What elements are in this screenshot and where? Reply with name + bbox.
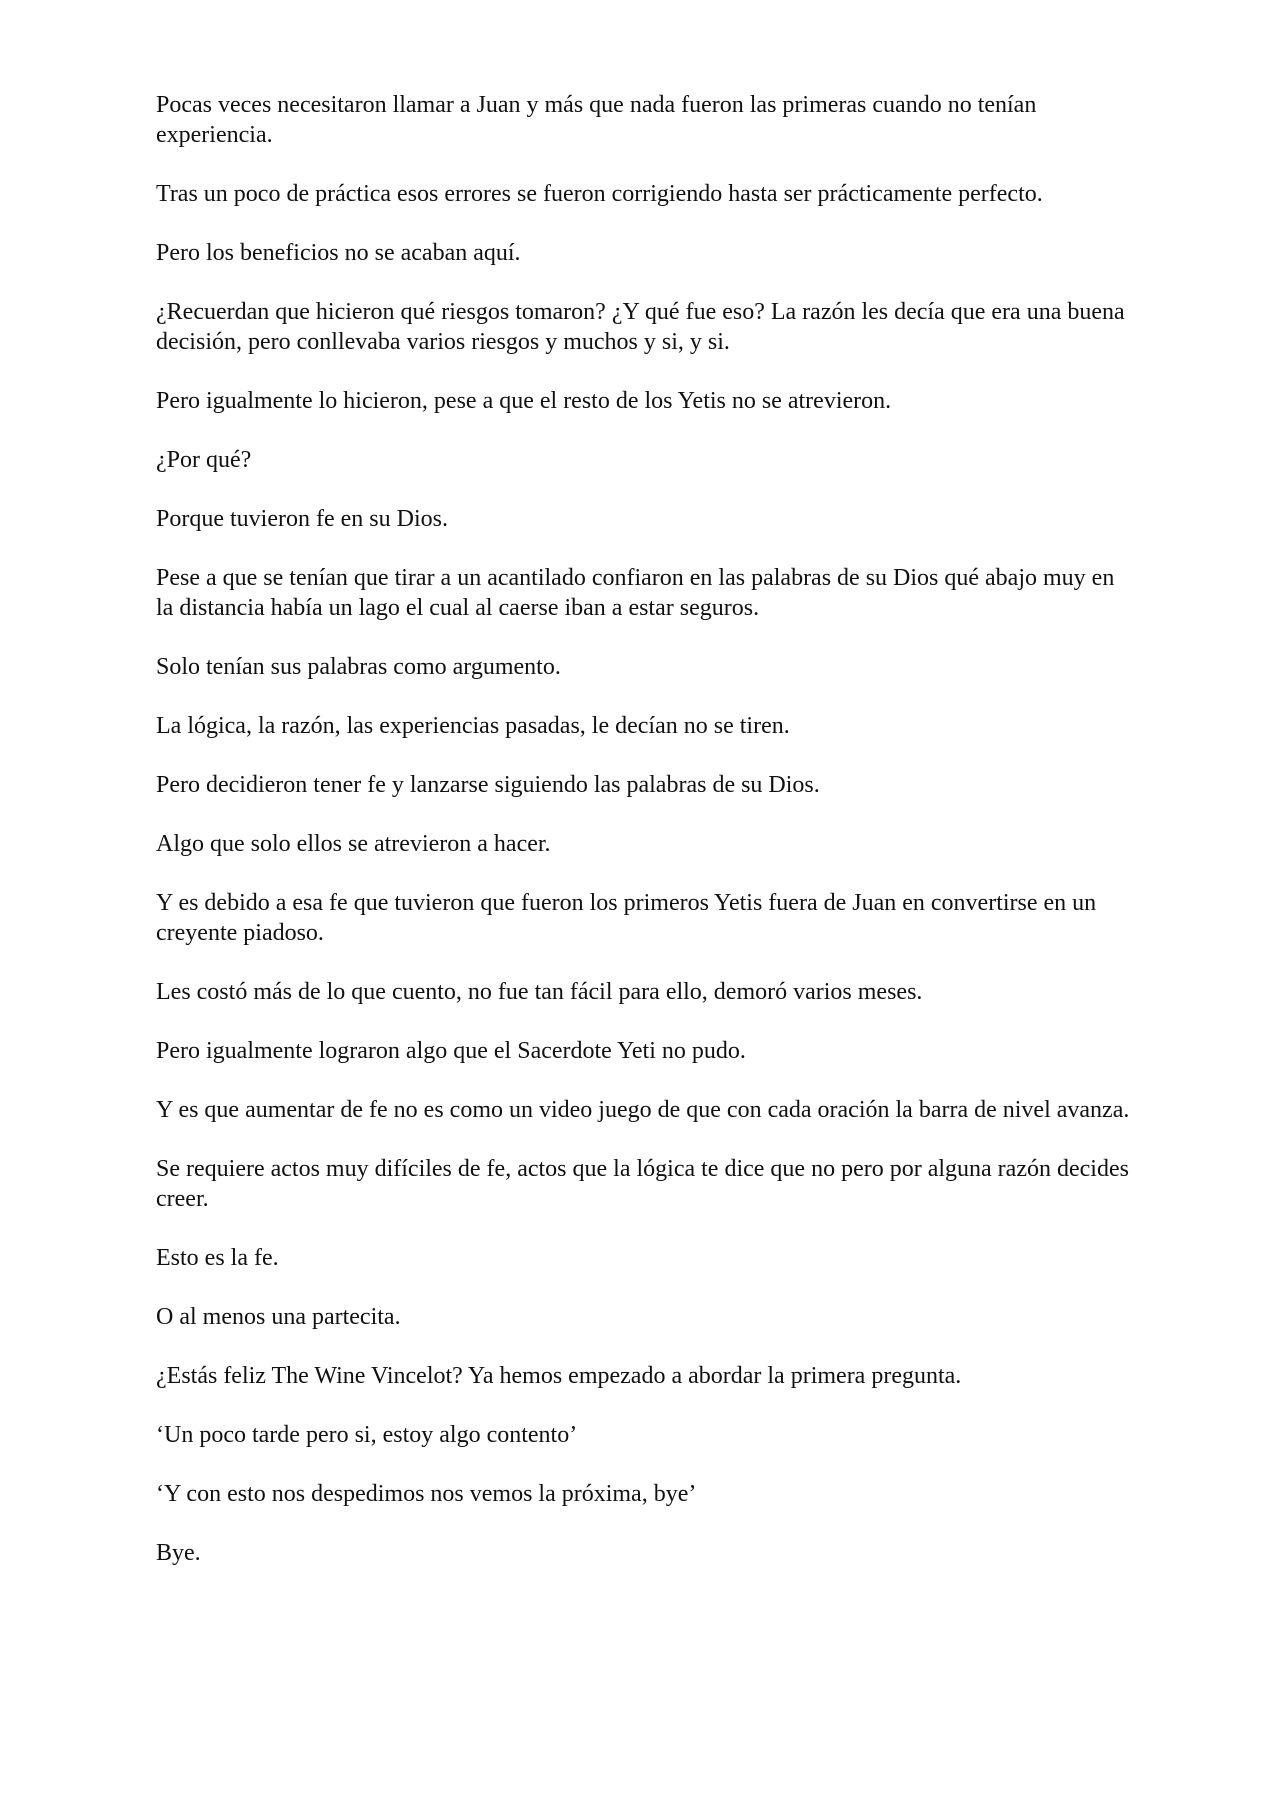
paragraph: Pero igualmente lo hicieron, pese a que el resto de los Yetis no se atrevieron. — [156, 388, 892, 414]
paragraph: Pero igualmente lograron algo que el Sacerdote Yeti no pudo. — [156, 1038, 746, 1064]
paragraph: ¿Estás feliz The Wine Vincelot? Ya hemos empezado a abordar la primera pregunta. — [156, 1363, 962, 1389]
paragraph: Se requiere actos muy difíciles de fe, actos que la lógica te dice que no pero por alguna razón decides creer. — [156, 1156, 1129, 1212]
paragraph: Les costó más de lo que cuento, no fue tan fácil para ello, demoró varios meses. — [156, 979, 923, 1005]
paragraph: ¿Por qué? — [156, 447, 252, 473]
document-body — [156, 90, 1136, 1597]
paragraph: ‘Y con esto nos despedimos nos vemos la próxima, bye’ — [156, 1481, 697, 1507]
paragraph: Pero decidieron tener fe y lanzarse siguiendo las palabras de su Dios. — [156, 772, 820, 798]
paragraph: ‘Un poco tarde pero si, estoy algo contento’ — [156, 1422, 578, 1448]
paragraph: Algo que solo ellos se atrevieron a hacer. — [156, 831, 551, 857]
paragraph: Solo tenían sus palabras como argumento. — [156, 654, 561, 680]
paragraph: Y es debido a esa fe que tuvieron que fueron los primeros Yetis fuera de Juan en convertirse en un creyente piadoso. — [156, 890, 1097, 946]
paragraph: ¿Recuerdan que hicieron qué riesgos tomaron? ¿Y qué fue eso? La razón les decía que era una buena decisión, pero conllevaba varios riesgos y muchos y si, y si. — [156, 299, 1125, 355]
paragraph: Bye. — [156, 1540, 201, 1566]
paragraph: Tras un poco de práctica esos errores se fueron corrigiendo hasta ser prácticamente perfecto. — [156, 181, 1043, 207]
paragraph: Pocas veces necesitaron llamar a Juan y más que nada fueron las primeras cuando no tenían experiencia. — [156, 92, 1037, 148]
paragraph: Porque tuvieron fe en su Dios. — [156, 506, 448, 532]
paragraph: Y es que aumentar de fe no es como un video juego de que con cada oración la barra de nivel avanza. — [156, 1097, 1130, 1123]
paragraph: La lógica, la razón, las experiencias pasadas, le decían no se tiren. — [156, 713, 790, 739]
paragraph: Pese a que se tenían que tirar a un acantilado confiaron en las palabras de su Dios qué abajo muy en la distancia había un lago el cual al caerse iban a estar seguros. — [156, 565, 1115, 621]
paragraph: O al menos una partecita. — [156, 1304, 401, 1330]
paragraph: Pero los beneficios no se acaban aquí. — [156, 240, 521, 266]
paragraph: Esto es la fe. — [156, 1245, 279, 1271]
